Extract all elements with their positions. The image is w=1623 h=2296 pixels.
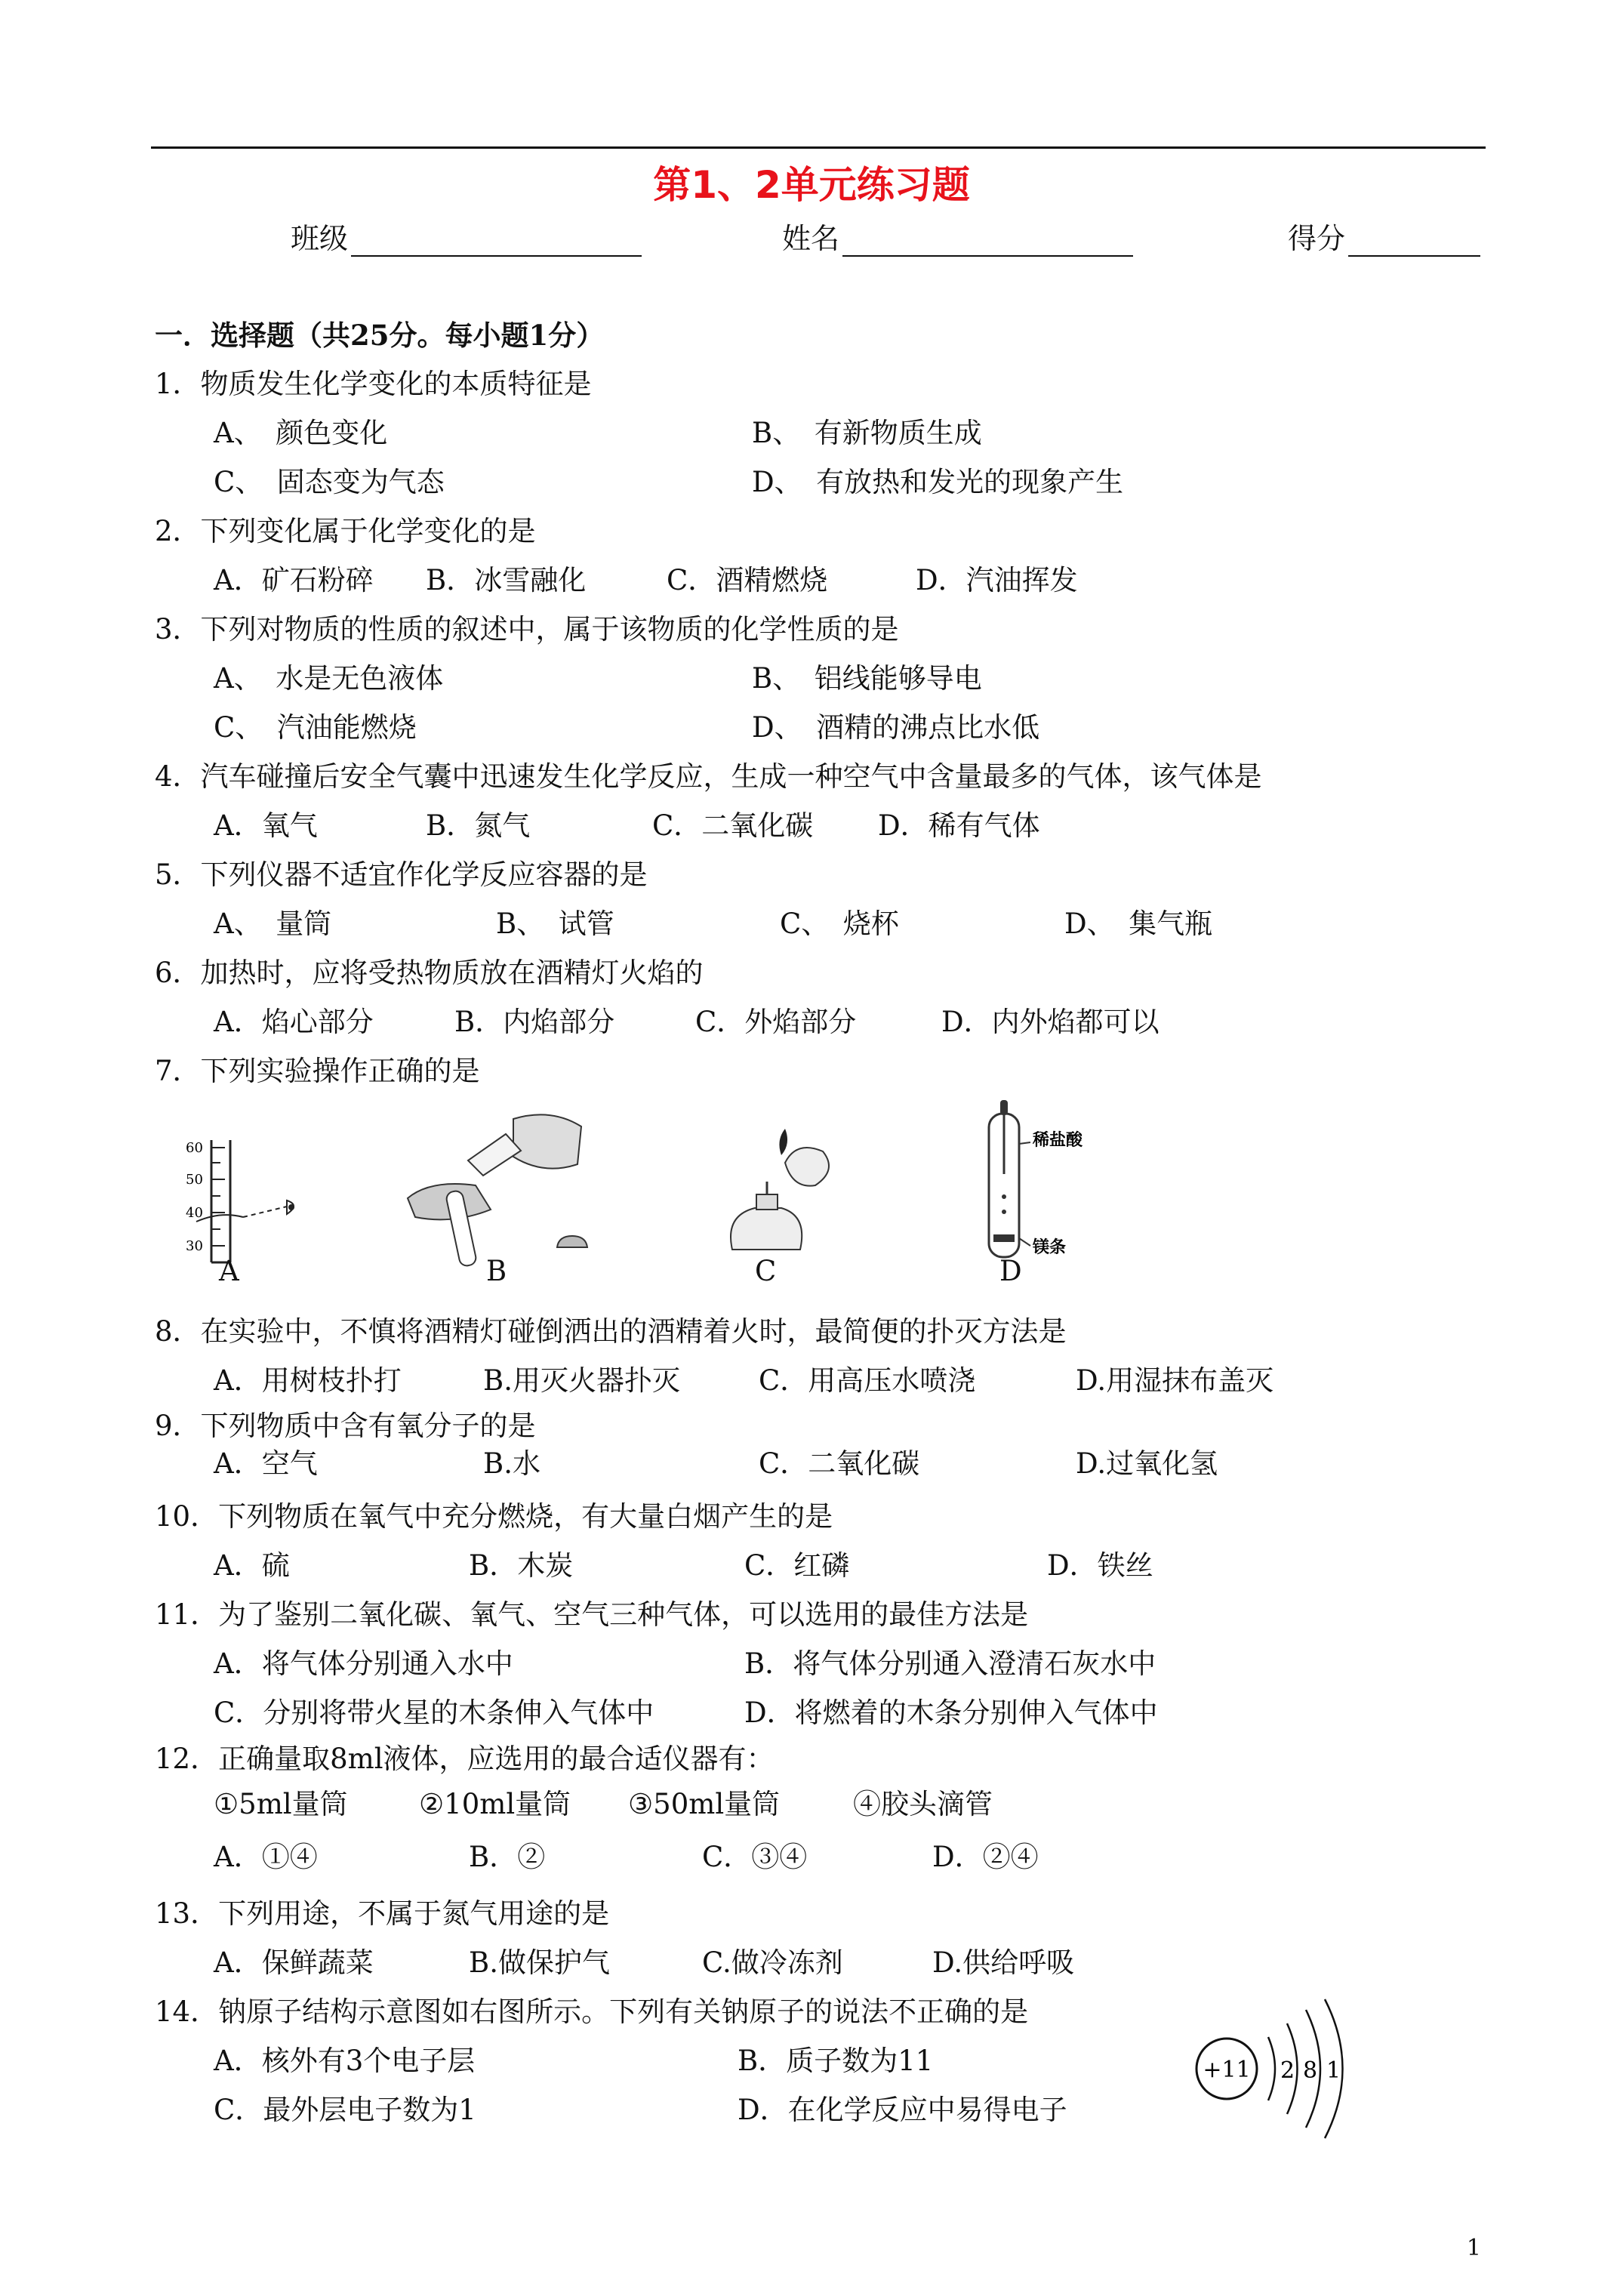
option: A．矿石粉碎	[214, 564, 374, 596]
figure-label: A	[219, 1255, 239, 1287]
figure-label: B	[486, 1255, 507, 1287]
option: C．酒精燃烧	[667, 564, 828, 596]
question-stem: 1．物质发生化学变化的本质特征是	[155, 368, 592, 400]
option: B、 试管	[496, 908, 614, 940]
option: B．②	[469, 1841, 546, 1873]
option: C．外焰部分	[695, 1006, 857, 1038]
option: A．将气体分别通入水中	[214, 1647, 513, 1680]
option: C、 烧杯	[780, 908, 899, 940]
option: C、 汽油能燃烧	[214, 711, 417, 744]
option: D、 集气瓶	[1064, 908, 1213, 940]
option: D．内外焰都可以	[941, 1006, 1160, 1038]
shell-electrons: 8	[1303, 2057, 1318, 2084]
option: B．氮气	[426, 809, 531, 842]
tick-label: 40	[186, 1205, 203, 1221]
option: C．用高压水喷浇	[759, 1364, 976, 1397]
alcohol-lamp-figure	[710, 1110, 845, 1268]
name-label: 姓名	[782, 222, 840, 255]
hcl-label: 稀盐酸	[1033, 1130, 1083, 1150]
sodium-atom-diagram	[1185, 1993, 1366, 2144]
shell-electrons: 1	[1326, 2057, 1341, 2084]
list-item: ②10ml量筒	[419, 1788, 571, 1820]
option: A、 颜色变化	[214, 417, 388, 449]
option: D.供给呼吸	[932, 1946, 1075, 1979]
name-field	[782, 215, 1133, 257]
nucleus-charge: +11	[1203, 2057, 1251, 2083]
test-tube-figure	[974, 1099, 1110, 1265]
option: D、 酒精的沸点比水低	[752, 711, 1040, 744]
option: D.用湿抹布盖灭	[1076, 1364, 1274, 1397]
option: D.过氧化氢	[1076, 1447, 1218, 1480]
list-item: ①5ml量筒	[214, 1788, 348, 1820]
question-stem: 3．下列对物质的性质的叙述中，属于该物质的化学性质的是	[155, 613, 899, 646]
question-stem: 6．加热时，应将受热物质放在酒精灯火焰的	[155, 957, 704, 989]
score-field	[1288, 215, 1480, 257]
option: B.水	[483, 1447, 540, 1480]
option: A．硫	[214, 1549, 290, 1582]
option: D．②④	[932, 1841, 1039, 1873]
question-stem: 13．下列用途，不属于氮气用途的是	[155, 1897, 610, 1930]
pouring-liquid-figure	[400, 1104, 596, 1270]
option: B、 有新物质生成	[752, 417, 982, 449]
list-item: ③50ml量筒	[628, 1788, 781, 1820]
score-blank[interactable]	[1348, 227, 1480, 257]
name-blank[interactable]	[842, 227, 1133, 257]
option: C．③④	[702, 1841, 808, 1873]
header-rule	[151, 146, 1486, 149]
option: C．二氧化碳	[759, 1447, 920, 1480]
question-stem: 2．下列变化属于化学变化的是	[155, 515, 536, 547]
mg-label: 镁条	[1033, 1237, 1067, 1257]
question-stem: 12．正确量取8ml液体，应选用的最合适仪器有：	[155, 1743, 775, 1775]
class-blank[interactable]	[351, 227, 642, 257]
measuring-cylinder-figure	[181, 1133, 325, 1268]
option: C．分别将带火星的木条伸入气体中	[214, 1697, 654, 1729]
figure-label: C	[755, 1255, 777, 1287]
option: A．①④	[214, 1841, 318, 1873]
option: B．冰雪融化	[426, 564, 587, 596]
option: D、 有放热和发光的现象产生	[752, 466, 1124, 498]
shell-electrons: 2	[1280, 2057, 1295, 2084]
tick-label: 30	[186, 1238, 203, 1254]
option: B．木炭	[469, 1549, 574, 1582]
option: A．用树枝扑打	[214, 1364, 402, 1397]
option: A、 水是无色液体	[214, 662, 444, 695]
option: D．将燃着的木条分别伸入气体中	[744, 1697, 1158, 1729]
option: C．红磷	[744, 1549, 850, 1582]
option: A．保鲜蔬菜	[214, 1946, 374, 1979]
tick-label: 60	[186, 1140, 203, 1156]
option: A．焰心部分	[214, 1006, 374, 1038]
question-stem: 5．下列仪器不适宜作化学反应容器的是	[155, 858, 648, 891]
question-stem: 11．为了鉴别二氧化碳、氧气、空气三种气体，可以选用的最佳方法是	[155, 1598, 1029, 1631]
option: B．将气体分别通入澄清石灰水中	[744, 1647, 1156, 1680]
class-label: 班级	[291, 222, 349, 255]
question-stem: 9．下列物质中含有氧分子的是	[155, 1410, 536, 1442]
section-heading: 一．选择题（共25分。每小题1分）	[155, 319, 605, 352]
option: C.做冷冻剂	[702, 1946, 843, 1979]
option: D．铁丝	[1047, 1549, 1153, 1582]
option: A．核外有3个电子层	[214, 2045, 476, 2077]
option: B．内焰部分	[454, 1006, 615, 1038]
option: D．稀有气体	[878, 809, 1040, 842]
option: C、 固态变为气态	[214, 466, 445, 498]
score-label: 得分	[1288, 222, 1346, 255]
page-title: 第1、2单元练习题	[653, 163, 970, 207]
option: B．质子数为11	[738, 2045, 934, 2077]
option: A、 量筒	[214, 908, 332, 940]
option: D．在化学反应中易得电子	[738, 2094, 1067, 2126]
option: A．氧气	[214, 809, 318, 842]
option: B、 铝线能够导电	[752, 662, 982, 695]
question-stem: 14．钠原子结构示意图如右图所示。下列有关钠原子的说法不正确的是	[155, 1996, 1029, 2028]
option: B.做保护气	[469, 1946, 610, 1979]
option: D．汽油挥发	[916, 564, 1078, 596]
tick-label: 50	[186, 1172, 203, 1188]
question-stem: 8．在实验中，不慎将酒精灯碰倒洒出的酒精着火时，最简便的扑灭方法是	[155, 1315, 1067, 1348]
option: B.用灭火器扑灭	[483, 1364, 680, 1397]
option: C．最外层电子数为1	[214, 2094, 476, 2126]
option: C．二氧化碳	[652, 809, 814, 842]
figure-label: D	[999, 1255, 1022, 1287]
question-stem: 10．下列物质在氧气中充分燃烧，有大量白烟产生的是	[155, 1500, 833, 1533]
class-field	[291, 215, 642, 257]
question-stem: 7．下列实验操作正确的是	[155, 1055, 480, 1087]
option: A．空气	[214, 1447, 318, 1480]
list-item: ④胶头滴管	[853, 1788, 993, 1820]
question-stem: 4．汽车碰撞后安全气囊中迅速发生化学反应，生成一种空气中含量最多的气体，该气体是	[155, 760, 1262, 793]
page-number: 1	[1466, 2235, 1481, 2261]
